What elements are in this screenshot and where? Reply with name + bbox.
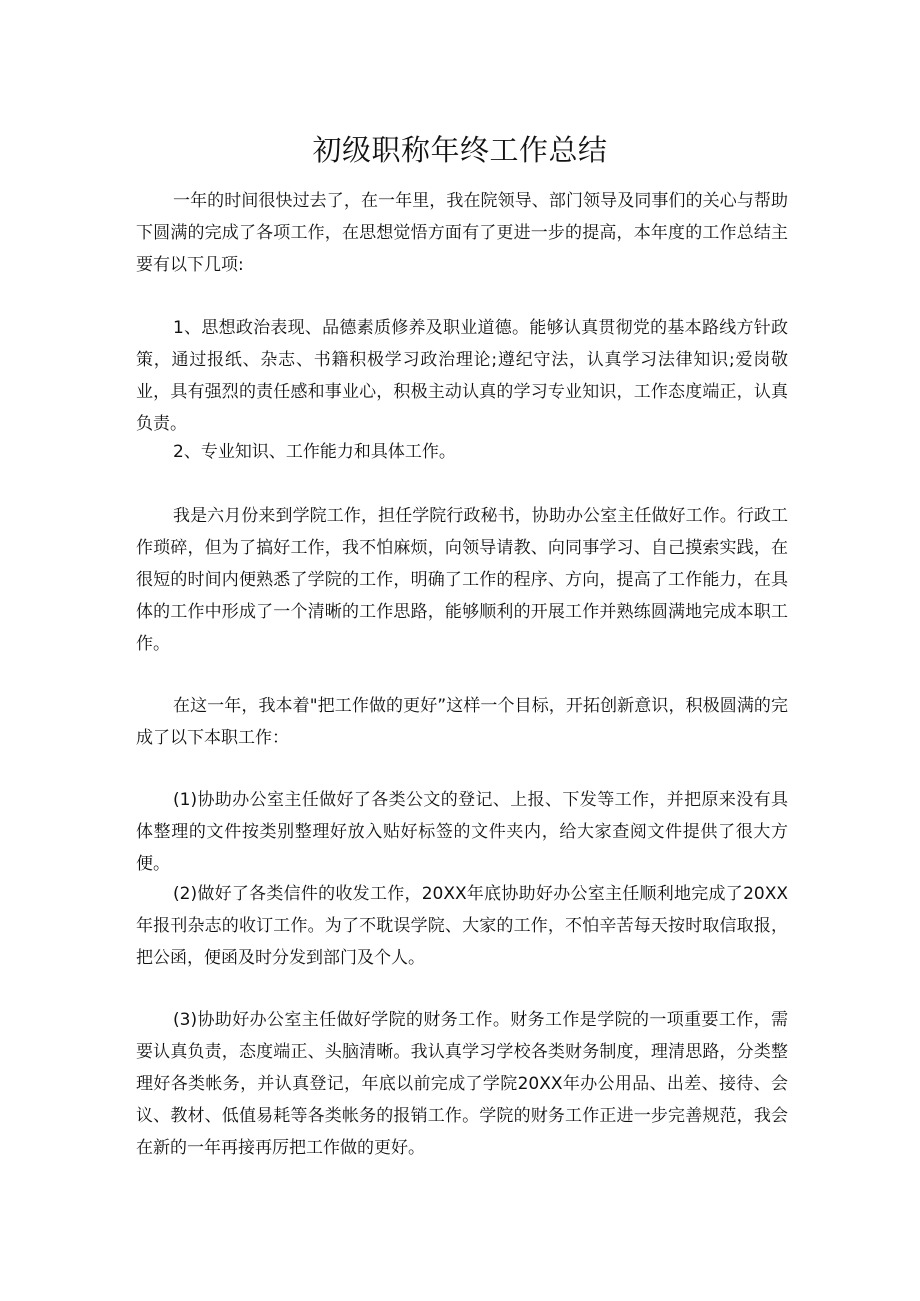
paragraph-item-2: (2)做好了各类信件的收发工作，20XX年底协助好办公室主任顺利地完成了20XX年报刊杂志的收订工作。为了不耽误学院、大家的工作，不怕辛苦每天按时取信取报，把公函，便函及时分发到部门及个人。 bbox=[136, 884, 788, 968]
paragraph-intro: 一年的时间很快过去了，在一年里，我在院领导、部门领导及同事们的关心与帮助下圆满的完成了各项工作，在思想觉悟方面有了更进一步的提高，本年度的工作总结主要有以下几项: bbox=[136, 191, 788, 275]
paragraph-section-heading-2: 2、专业知识、工作能力和具体工作。 bbox=[173, 442, 456, 462]
paragraph-goal: 在这一年，我本着"把工作做的更好”这样一个目标，开拓创新意识，积极圆满的完成了以下本职工作： bbox=[136, 696, 788, 748]
document-title: 初级职称年终工作总结 bbox=[312, 133, 608, 167]
paragraph-work-experience: 我是六月份来到学院工作，担任学院行政秘书，协助办公室主任做好工作。行政工作琐碎，但为了搞好工作，我不怕麻烦，向领导请教、向同事学习、自己摸索实践，在很短的时间内便熟悉了学院的工作，明确了工作的程序、方向，提高了工作能力，在具体的工作中形成了一个清晰的工作思路，能够顺利的开展工作并熟练圆满地完成本职工作。 bbox=[136, 506, 788, 654]
paragraph-item-3: (3)协助好办公室主任做好学院的财务工作。财务工作是学院的一项重要工作，需要认真负责，态度端正、头脑清晰。我认真学习学校各类财务制度，理清思路，分类整理好各类帐务，并认真登记，年底以前完成了学院20XX年办公用品、出差、接待、会议、教材、低值易耗等各类帐务的报销工作。学院的财务工作正进一步完善规范，我会在新的一年再接再厉把工作做的更好。 bbox=[136, 1010, 788, 1158]
paragraph-item-1: (1)协助办公室主任做好了各类公文的登记、上报、下发等工作，并把原来没有具体整理的文件按类别整理好放入贴好标签的文件夹内，给大家查阅文件提供了很大方便。 bbox=[136, 790, 788, 874]
paragraph-political-performance: 1、思想政治表现、品德素质修养及职业道德。能够认真贯彻党的基本路线方针政策，通过报纸、杂志、书籍积极学习政治理论;遵纪守法，认真学习法律知识;爱岗敬业，具有强烈的责任感和事业心，积极主动认真的学习专业知识，工作态度端正，认真负责。 bbox=[136, 318, 788, 434]
